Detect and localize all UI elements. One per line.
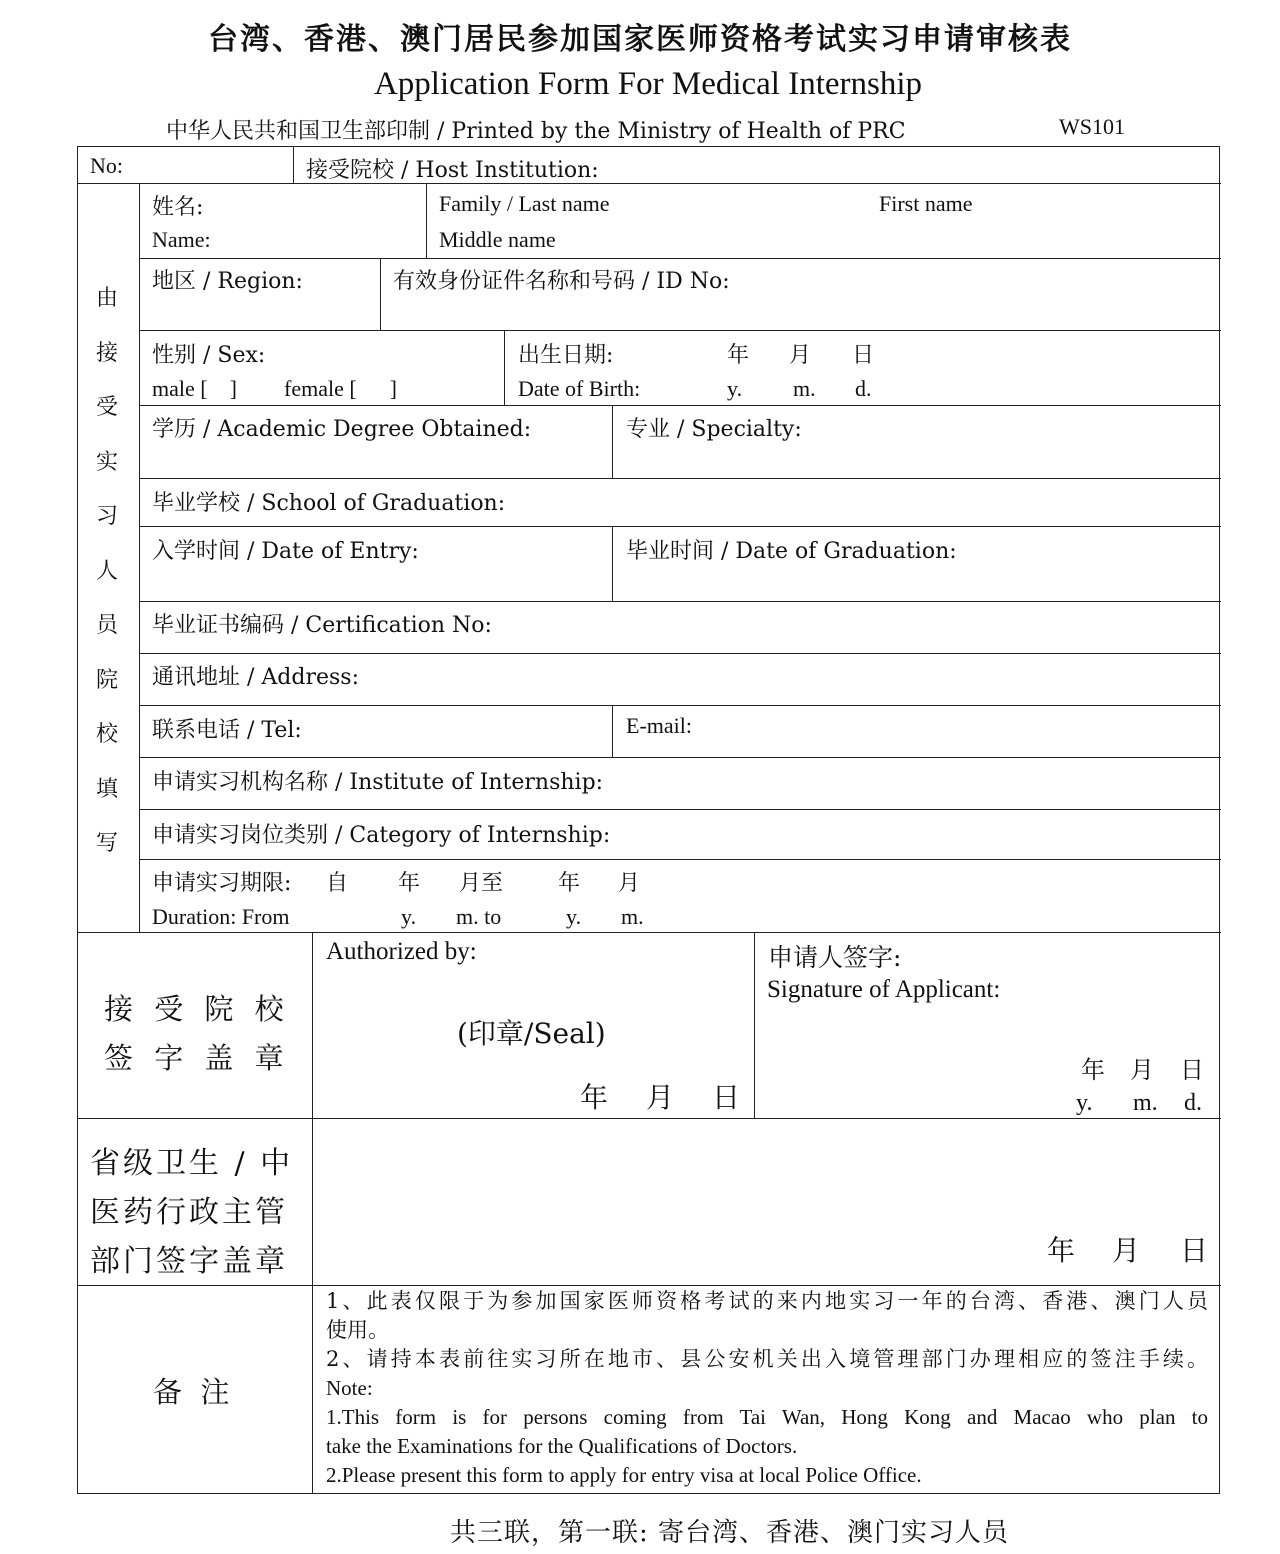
- school-seal-label-2: 签 字 盖 章: [104, 1041, 290, 1075]
- applicant-month-zh: 月: [1130, 1056, 1154, 1084]
- duration-month2-zh: 月: [618, 871, 641, 896]
- graduation-date-field[interactable]: 毕业时间 / Date of Graduation:: [626, 539, 957, 564]
- duration-year1[interactable]: y.: [401, 904, 417, 929]
- applicant-day-zh: 日: [1180, 1056, 1204, 1084]
- province-label-3: 部门签字盖章: [90, 1244, 288, 1279]
- dob-year-zh: 年: [727, 343, 750, 368]
- host-institution-field[interactable]: 接受院校 / Host Institution:: [306, 158, 599, 183]
- province-label-1: 省级卫生 / 中: [90, 1146, 294, 1181]
- form-code: WS101: [1059, 114, 1125, 139]
- duration-month1[interactable]: m. to: [456, 904, 502, 929]
- name-label-en: Name:: [152, 227, 211, 252]
- no-field[interactable]: No:: [90, 153, 123, 178]
- sex-female-checkbox[interactable]: female [ ]: [284, 376, 397, 401]
- category-field[interactable]: 申请实习岗位类别 / Category of Internship:: [152, 823, 611, 848]
- duration-from-zh: 自: [326, 871, 349, 896]
- tel-field[interactable]: 联系电话 / Tel:: [152, 718, 302, 743]
- province-year-zh: 年: [1047, 1234, 1076, 1267]
- dob-label-zh: 出生日期:: [518, 343, 614, 368]
- dob-day-zh: 日: [852, 343, 875, 368]
- form-title-zh: 台湾、香港、澳门居民参加国家医师资格考试实习申请审核表: [208, 22, 1072, 57]
- specialty-field[interactable]: 专业 / Specialty:: [626, 417, 802, 442]
- remarks-label: 备 注: [153, 1375, 230, 1409]
- applicant-year[interactable]: y.: [1076, 1090, 1093, 1116]
- institute-field[interactable]: 申请实习机构名称 / Institute of Internship:: [152, 770, 604, 795]
- province-month-zh: 月: [1112, 1234, 1141, 1267]
- dob-day[interactable]: d.: [855, 376, 872, 401]
- province-day-zh: 日: [1180, 1234, 1209, 1267]
- degree-field[interactable]: 学历 / Academic Degree Obtained:: [152, 417, 532, 442]
- duration-year2-zh: 年: [558, 871, 581, 896]
- seal-day-zh: 日: [712, 1081, 741, 1114]
- remark-en-1b: take the Examinations for the Qualifications of Doctors.: [326, 1434, 798, 1458]
- seal-year-zh: 年: [580, 1081, 609, 1114]
- applicant-year-zh: 年: [1081, 1056, 1105, 1084]
- id-no-field[interactable]: 有效身份证件名称和号码 / ID No:: [393, 269, 730, 294]
- address-field[interactable]: 通讯地址 / Address:: [152, 665, 359, 690]
- name-label-zh: 姓名:: [152, 195, 204, 220]
- applicant-signature-field[interactable]: Signature of Applicant:: [767, 976, 1001, 1003]
- dob-label-en: Date of Birth:: [518, 376, 641, 401]
- province-label-2: 医药行政主管: [90, 1195, 288, 1230]
- authorized-by-field[interactable]: Authorized by:: [326, 938, 477, 965]
- remark-zh-1: 1、此表仅限于为参加国家医师资格考试的来内地实习一年的台湾、香港、澳门人员: [326, 1289, 1208, 1313]
- applicant-signature-zh: 申请人签字:: [768, 943, 902, 972]
- printed-by: 中华人民共和国卫生部印制 / Printed by the Ministry of Health of PRC: [166, 119, 906, 144]
- seal-placeholder: (印章/Seal): [457, 1017, 606, 1050]
- remark-note-label: Note:: [326, 1376, 373, 1400]
- form-title-en: Application Form For Medical Internship: [373, 66, 923, 102]
- first-name-field[interactable]: First name: [879, 191, 973, 216]
- applicant-day[interactable]: d.: [1184, 1090, 1202, 1116]
- region-field[interactable]: 地区 / Region:: [152, 269, 303, 294]
- duration-label-zh: 申请实习期限:: [152, 871, 292, 896]
- email-field[interactable]: E-mail:: [626, 713, 692, 738]
- remark-zh-2: 2、请持本表前往实习所在地市、县公安机关出入境管理部门办理相应的签注手续。: [326, 1347, 1208, 1371]
- middle-name-field[interactable]: Middle name: [439, 227, 556, 252]
- footer-note: 共三联，第一联: 寄台湾、香港、澳门实习人员: [450, 1518, 1010, 1548]
- seal-month-zh: 月: [646, 1081, 675, 1114]
- applicant-month[interactable]: m.: [1133, 1090, 1158, 1116]
- remark-en-2: 2.Please present this form to apply for entry visa at local Police Office.: [326, 1463, 922, 1487]
- duration-year2[interactable]: y.: [566, 904, 582, 929]
- certification-field[interactable]: 毕业证书编码 / Certification No:: [152, 613, 492, 638]
- dob-month-zh: 月: [789, 343, 812, 368]
- sex-label: 性别 / Sex:: [152, 343, 266, 368]
- school-field[interactable]: 毕业学校 / School of Graduation:: [152, 491, 506, 516]
- duration-month2[interactable]: m.: [621, 904, 644, 929]
- school-seal-label-1: 接 受 院 校: [104, 992, 290, 1026]
- side-label: 由接受实习人员院校填写: [95, 286, 118, 856]
- remark-zh-1b: 使用。: [326, 1318, 389, 1342]
- dob-year[interactable]: y.: [727, 376, 743, 401]
- dob-month[interactable]: m.: [793, 376, 816, 401]
- remark-en-1: 1.This form is for persons coming from Tai Wan, Hong Kong and Macao who plan to: [326, 1405, 1208, 1429]
- entry-date-field[interactable]: 入学时间 / Date of Entry:: [152, 539, 419, 564]
- family-name-field[interactable]: Family / Last name: [439, 191, 610, 216]
- duration-label-en: Duration: From: [152, 904, 290, 929]
- duration-month1-zh: 月至: [459, 871, 504, 896]
- sex-male-checkbox[interactable]: male [ ]: [152, 376, 237, 401]
- duration-year1-zh: 年: [398, 871, 421, 896]
